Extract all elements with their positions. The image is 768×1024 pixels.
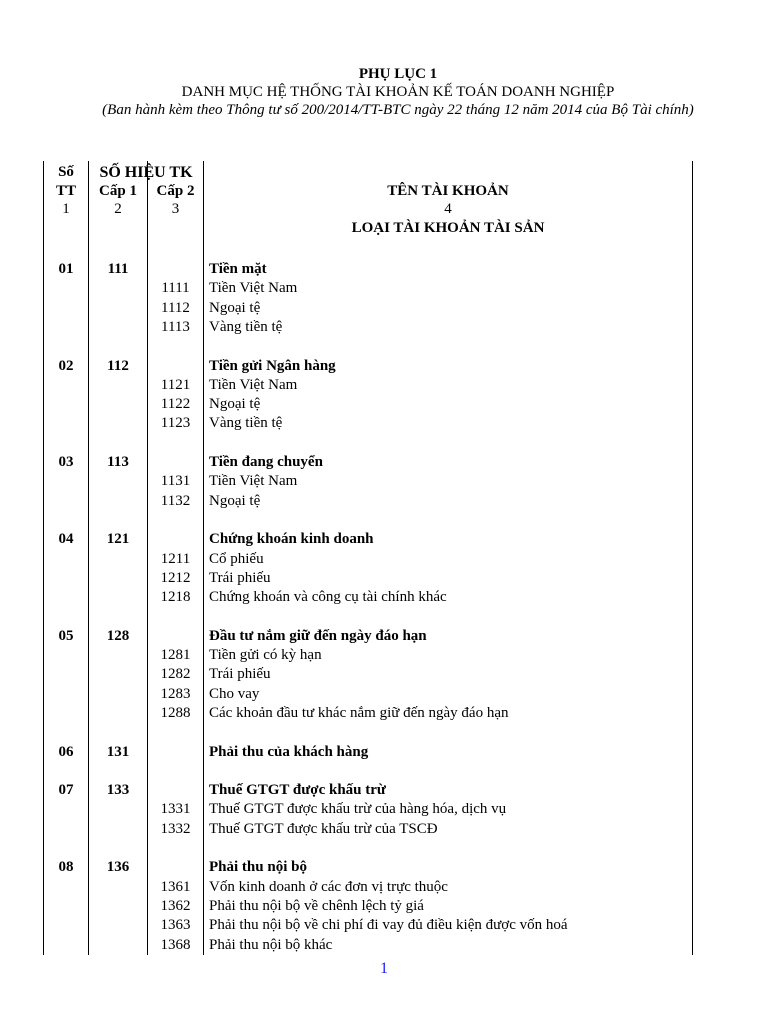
- sub-account-code-level2: 1123: [160, 415, 191, 432]
- table-divider-stt: [88, 161, 89, 955]
- header-col1-num: 1: [62, 201, 70, 217]
- sub-account-name: Cho vay: [209, 685, 260, 702]
- sub-account-code-level2: 1121: [160, 376, 191, 393]
- account-code-level1: 133: [106, 782, 130, 799]
- sub-account-name: Các khoản đầu tư khác nắm giữ đến ngày đáo hạn: [209, 704, 509, 721]
- sub-account-code-level2: 1363: [160, 917, 191, 934]
- sub-account-name: Thuế GTGT được khấu trừ của hàng hóa, dịch vụ: [209, 801, 507, 818]
- account-name: Tiền mặt: [209, 261, 267, 277]
- sub-account-code-level2: 1218: [160, 589, 191, 606]
- section-title: LOẠI TÀI KHOẢN TÀI SẢN: [351, 220, 545, 236]
- sub-account-code-level2: 1113: [161, 318, 190, 335]
- account-name: Chứng khoán kinh doanh: [209, 531, 374, 548]
- table-divider-cap2: [203, 161, 204, 955]
- header-so: Số: [58, 164, 74, 180]
- sub-account-code-level2: 1281: [160, 647, 191, 663]
- account-name: Tiền gửi Ngân hàng: [209, 357, 336, 374]
- table-border-right: [692, 161, 693, 955]
- sub-account-name: Tiền Việt Nam: [209, 473, 298, 490]
- header-cap1: Cấp 1: [99, 183, 137, 199]
- sub-account-name: Ngoại tệ: [209, 396, 261, 413]
- account-name: Thuế GTGT được khấu trừ: [209, 782, 386, 799]
- account-stt: 01: [58, 261, 74, 277]
- account-stt: 08: [58, 859, 74, 876]
- sub-account-name: Cổ phiếu: [209, 550, 264, 567]
- header-ten-tai-khoan: TÊN TÀI KHOẢN: [387, 183, 509, 199]
- account-stt: 02: [58, 357, 74, 374]
- sub-account-code-level2: 1132: [160, 492, 191, 509]
- sub-account-code-level2: 1288: [160, 704, 191, 721]
- account-code-level1: 128: [106, 627, 130, 644]
- account-code-level1: 131: [106, 743, 130, 760]
- account-stt: 03: [58, 454, 74, 470]
- sub-account-code-level2: 1111: [161, 280, 190, 297]
- sub-account-name: Vàng tiền tệ: [209, 415, 283, 432]
- sub-account-code-level2: 1368: [160, 936, 191, 953]
- sub-account-name: Vàng tiền tệ: [209, 318, 283, 335]
- account-code-level1: 113: [107, 454, 129, 470]
- sub-account-name: Vốn kinh doanh ở các đơn vị trực thuộc: [209, 878, 448, 895]
- sub-account-name: Ngoại tệ: [209, 299, 261, 316]
- sub-account-name: Tiền Việt Nam: [209, 280, 298, 297]
- account-code-level1: 136: [106, 859, 130, 876]
- account-stt: 04: [58, 531, 74, 548]
- account-code-level1: 112: [107, 357, 129, 374]
- sub-account-code-level2: 1362: [160, 897, 191, 914]
- account-name: Tiền đang chuyển: [209, 454, 323, 470]
- sub-account-name: Phải thu nội bộ khác: [209, 936, 333, 953]
- sub-account-code-level2: 1361: [160, 878, 191, 895]
- sub-account-code-level2: 1212: [160, 569, 191, 586]
- header-tt: TT: [55, 183, 76, 199]
- account-name: Phải thu của khách hàng: [209, 743, 369, 760]
- sub-account-name: Phải thu nội bộ về chênh lệch tỷ giá: [209, 897, 424, 914]
- sub-account-name: Chứng khoán và công cụ tài chính khác: [209, 589, 447, 606]
- table-border-left: [43, 161, 44, 955]
- sub-account-code-level2: 1211: [160, 550, 191, 567]
- sub-account-code-level2: 1122: [160, 396, 191, 413]
- catalog-title: DANH MỤC HỆ THỐNG TÀI KHOẢN KẾ TOÁN DOANH NGHIỆP: [181, 84, 615, 100]
- appendix-title: PHỤ LỤC 1: [358, 66, 438, 82]
- header-col4-num: 4: [444, 201, 452, 217]
- sub-account-name: Tiền gửi có kỳ hạn: [209, 647, 322, 663]
- account-stt: 06: [58, 743, 74, 760]
- sub-account-code-level2: 1131: [160, 473, 191, 490]
- sub-account-code-level2: 1331: [160, 801, 191, 818]
- header-cap2: Cấp 2: [156, 183, 195, 199]
- sub-account-code-level2: 1332: [160, 820, 191, 837]
- account-name: Đầu tư nắm giữ đến ngày đáo hạn: [209, 627, 427, 644]
- account-stt: 05: [58, 627, 74, 644]
- sub-account-code-level2: 1282: [160, 666, 191, 683]
- header-col2-num: 2: [114, 201, 122, 217]
- sub-account-name: Trái phiếu: [209, 666, 271, 683]
- sub-account-code-level2: 1112: [161, 299, 190, 316]
- sub-account-name: Tiền Việt Nam: [209, 376, 298, 393]
- sub-account-name: Ngoại tệ: [209, 492, 261, 509]
- issuance-note: (Ban hành kèm theo Thông tư số 200/2014/TT-BTC ngày 22 tháng 12 năm 2014 của Bộ Tài chính): [102, 102, 694, 118]
- account-stt: 07: [58, 782, 74, 799]
- account-code-level1: 111: [107, 261, 129, 277]
- sub-account-name: Phải thu nội bộ về chi phí đi vay đủ điều kiện được vốn hoá: [209, 917, 568, 934]
- sub-account-name: Trái phiếu: [209, 569, 271, 586]
- header-col3-num: 3: [171, 201, 180, 217]
- account-name: Phải thu nội bộ: [209, 859, 307, 876]
- page-number: 1: [380, 960, 388, 977]
- header-so-hieu-tk: SỐ HIỆU TK: [99, 164, 193, 181]
- sub-account-code-level2: 1283: [160, 685, 191, 702]
- sub-account-name: Thuế GTGT được khấu trừ của TSCĐ: [209, 820, 438, 837]
- account-code-level1: 121: [106, 531, 130, 548]
